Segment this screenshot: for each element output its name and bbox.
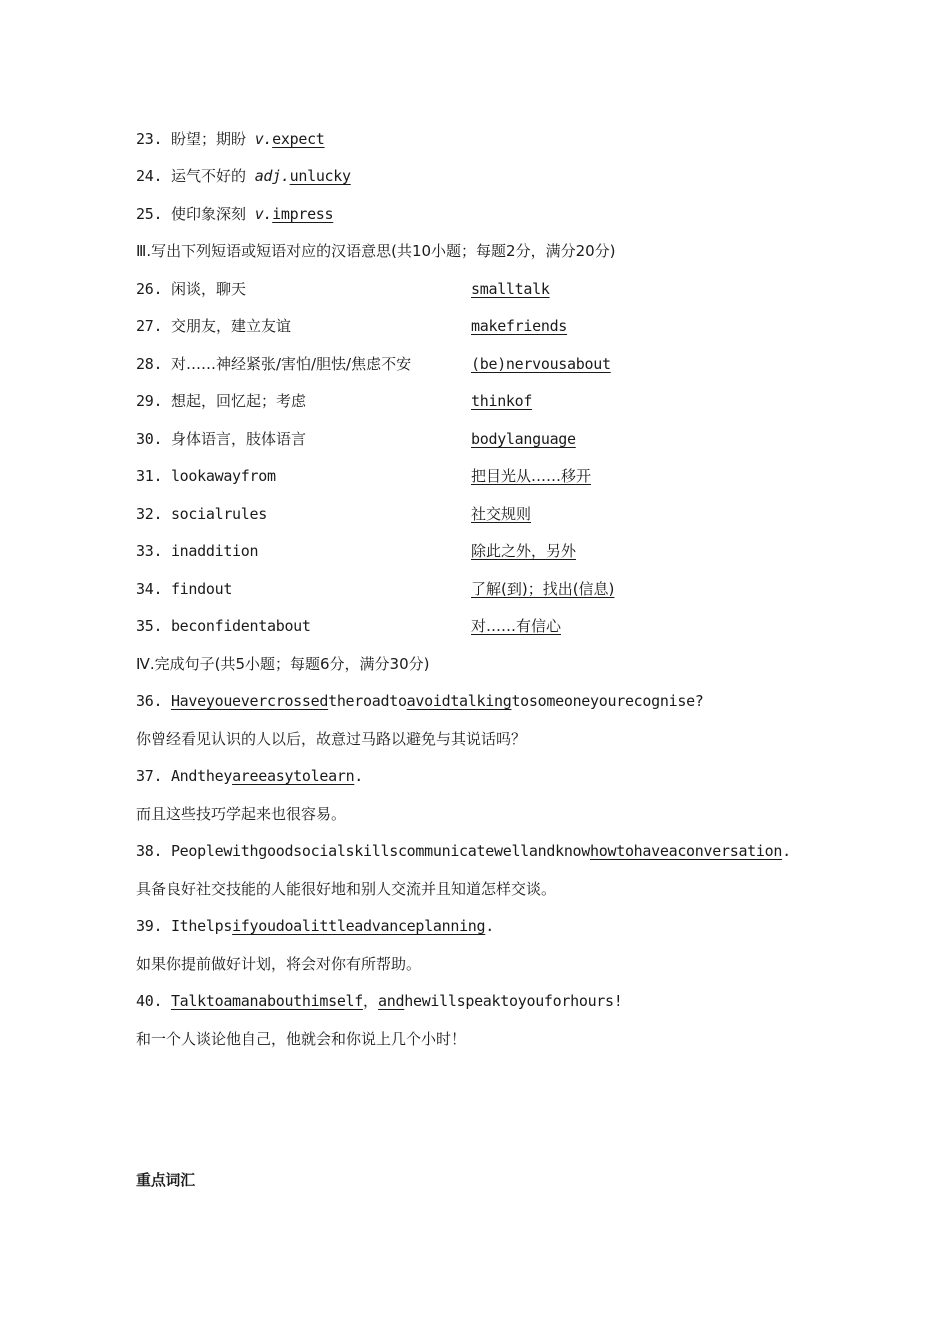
translation-36: 你曾经看见认识的人以后，故意过马路以避免与其说话吗？ bbox=[136, 730, 527, 748]
sentence-item-39: 39. Ithelpsifyoudoalittleadvanceplanning. bbox=[136, 917, 494, 935]
section-heading: 重点词汇 bbox=[136, 1171, 195, 1189]
sentence-fragment: . bbox=[485, 917, 494, 935]
phrase-item-32: 32. socialrules 社交规则 bbox=[136, 505, 532, 523]
answer: unlucky bbox=[289, 167, 351, 185]
answer: 除此之外，另外 bbox=[471, 542, 577, 560]
sentence-text bbox=[171, 917, 494, 935]
sentence-fragment: theroadto bbox=[328, 692, 407, 710]
phrase-item-31: 31. lookawayfrom 把目光从……移开 bbox=[136, 467, 592, 485]
translation-38: 具备良好社交技能的人能很好地和别人交流并且知道怎样交谈。 bbox=[136, 880, 557, 898]
sentence-fragment: Peoplewithgoodsocialskillscommunicatewellandknow bbox=[170, 842, 591, 860]
answer: 把目光从……移开 bbox=[471, 467, 592, 485]
answer: bodylanguage bbox=[471, 430, 576, 448]
filled-blank: ifyoudoalittleadvanceplanning bbox=[232, 917, 486, 935]
filled-blank: howtohaveaconversation bbox=[590, 842, 783, 860]
phrase-item-27: 27. 交朋友，建立友谊 makefriends bbox=[136, 317, 568, 335]
sentence-item-40: 40. Talktoamanabouthimself，andhewillspeaktoyouforhours! bbox=[136, 992, 623, 1010]
filled-blank: Haveyouevercrossed bbox=[170, 692, 329, 710]
phrase-item-34: 34. findout 了解(到)；找出(信息) bbox=[136, 580, 615, 598]
sentence-fragment: Andthey bbox=[170, 767, 233, 785]
filled-blank: areeasytolearn bbox=[232, 767, 355, 785]
sentence-fragment: hewillspeaktoyouforhours! bbox=[404, 992, 623, 1010]
answer: smalltalk bbox=[471, 280, 550, 298]
answer: 了解(到)；找出(信息) bbox=[471, 580, 615, 598]
sentence-text bbox=[171, 692, 704, 710]
filled-blank: Talktoamanabouthimself bbox=[170, 992, 364, 1010]
translation-39: 如果你提前做好计划，将会对你有所帮助。 bbox=[136, 955, 422, 973]
translation-40: 和一个人谈论他自己，他就会和你说上几个小时！ bbox=[136, 1030, 467, 1048]
sentence-fragment: tosomeoneyourecognise? bbox=[511, 692, 704, 710]
phrase-item-29: 29. 想起，回忆起；考虑 thinkof bbox=[136, 392, 533, 410]
sentence-fragment: . bbox=[354, 767, 364, 785]
translation-37: 而且这些技巧学起来也很容易。 bbox=[136, 805, 347, 823]
sentence-text bbox=[171, 842, 791, 860]
phrase-item-35: 35. beconfidentabout 对……有信心 bbox=[136, 617, 562, 635]
sentence-fragment: . bbox=[782, 842, 791, 860]
vocab-item-23: 23. 盼望；期盼 v.expect bbox=[136, 130, 325, 148]
filled-blank: avoidtalking bbox=[406, 692, 512, 710]
sentence-item-37: 37. Andtheyareeasytolearn. bbox=[136, 767, 364, 785]
answer: makefriends bbox=[471, 317, 568, 335]
phrase-item-26: 26. 闲谈，聊天 smalltalk bbox=[136, 280, 550, 298]
sentence-text bbox=[171, 767, 363, 785]
phrase-item-30: 30. 身体语言，肢体语言 bodylanguage bbox=[136, 430, 576, 448]
answer: thinkof bbox=[471, 392, 533, 410]
answer: impress bbox=[272, 205, 334, 223]
sentence-item-36: 36. Haveyouevercrossedtheroadtoavoidtalkingtosomeoneyourecognise? bbox=[136, 692, 704, 710]
sentence-fragment: ， bbox=[363, 992, 379, 1010]
answer: (be)nervousabout bbox=[471, 355, 611, 373]
sentence-item-38: 38. Peoplewithgoodsocialskillscommunicatewellandknowhowtohaveaconversation. bbox=[136, 842, 791, 860]
phrase-item-28: 28. 对……神经紧张/害怕/胆怯/焦虑不安 (be)nervousabout bbox=[136, 355, 611, 373]
phrase-item-33: 33. inaddition 除此之外，另外 bbox=[136, 542, 577, 560]
section-4-title: Ⅳ.完成句子(共5小题；每题6分，满分30分) bbox=[136, 655, 430, 673]
vocab-item-24: 24. 运气不好的 adj.unlucky bbox=[136, 167, 351, 185]
answer: expect bbox=[272, 130, 325, 148]
sentence-fragment: Ithelps bbox=[170, 917, 233, 935]
answer: 对……有信心 bbox=[471, 617, 562, 635]
section-3-title: Ⅲ.写出下列短语或短语对应的汉语意思(共10小题；每题2分，满分20分) bbox=[136, 242, 616, 260]
vocab-item-25: 25. 使印象深刻 v.impress bbox=[136, 205, 334, 223]
answer: 社交规则 bbox=[471, 505, 532, 523]
filled-blank: and bbox=[378, 992, 405, 1010]
sentence-text bbox=[171, 992, 623, 1010]
